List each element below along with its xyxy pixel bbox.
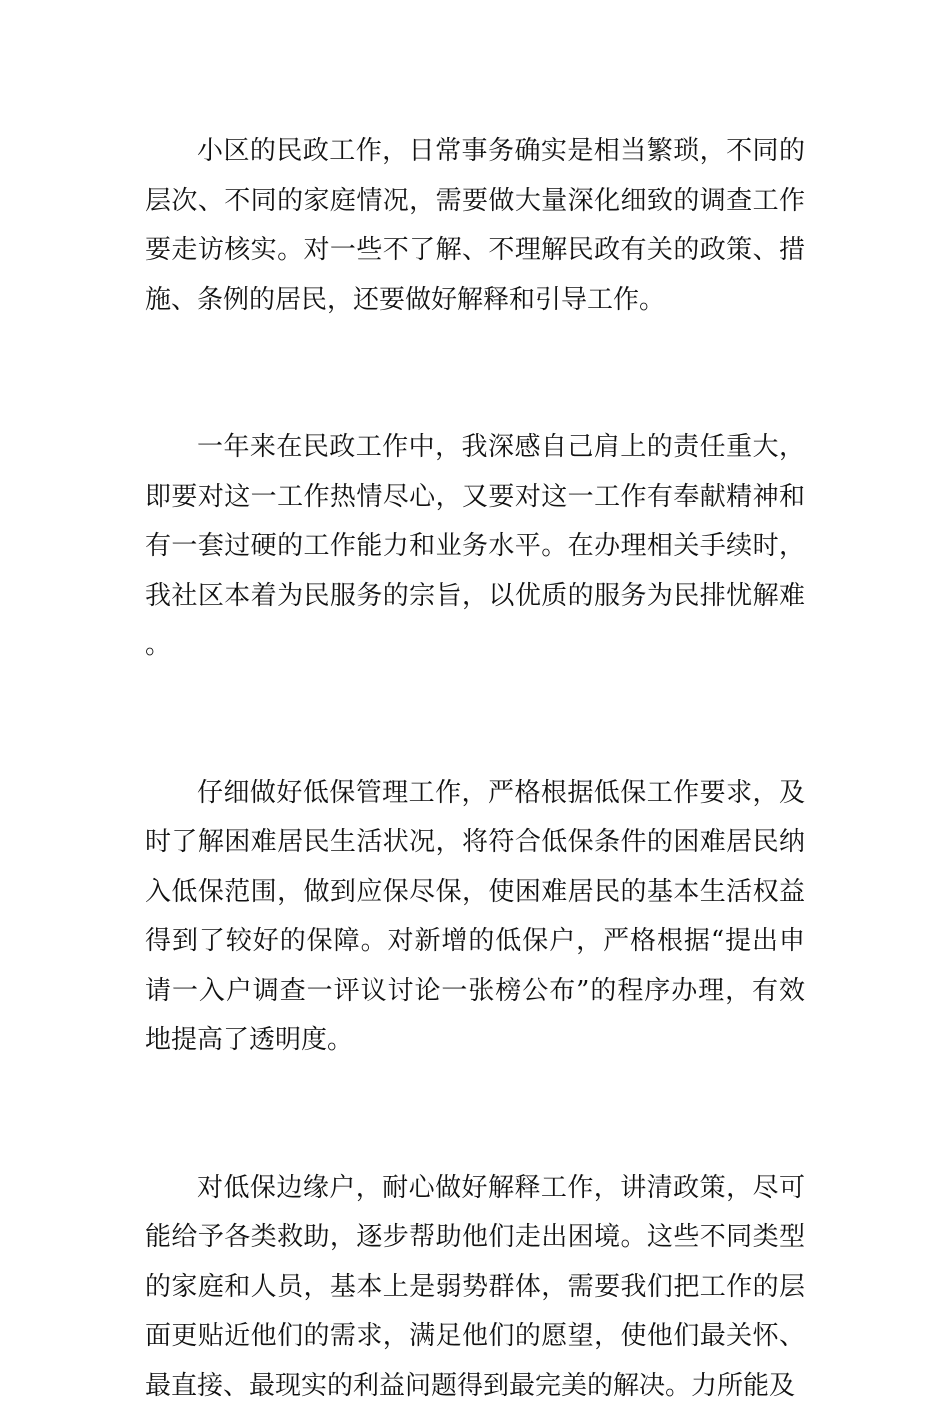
document-body bbox=[145, 127, 805, 1411]
paragraph-1: 小区的民政工作，日常事务确实是相当繁琐，不同的层次、不同的家庭情况，需要做大量深化细致的调查工作要走访核实。对一些不了解、不理解民政有关的政策、措施、条例的居民，还要做好解释和引导工作。 bbox=[145, 127, 805, 325]
paragraph-3: 仔细做好低保管理工作，严格根据低保工作要求，及时了解困难居民生活状况，将符合低保条件的困难居民纳入低保范围，做到应保尽保，使困难居民的基本生活权益得到了较好的保障。对新增的低保户，严格根据“提出申请一入户调查一评议讨论一张榜公布”的程序办理，有效地提高了透明度。 bbox=[145, 769, 805, 1066]
paragraph-2: 一年来在民政工作中，我深感自己肩上的责任重大，即要对这一工作热情尽心，又要对这一工作有奉献精神和有一套过硬的工作能力和业务水平。在办理相关手续时，我社区本着为民服务的宗旨，以优质的服务为民排忧解难。 bbox=[145, 423, 805, 671]
paragraph-4: 对低保边缘户，耐心做好解释工作，讲清政策，尽可能给予各类救助，逐步帮助他们走出困境。这些不同类型的家庭和人员，基本上是弱势群体，需要我们把工作的层面更贴近他们的需求，满足他们的愿望，使他们最关怀、最直接、最现实的利益问题得到最完美的解决。力所能及 bbox=[145, 1164, 805, 1411]
